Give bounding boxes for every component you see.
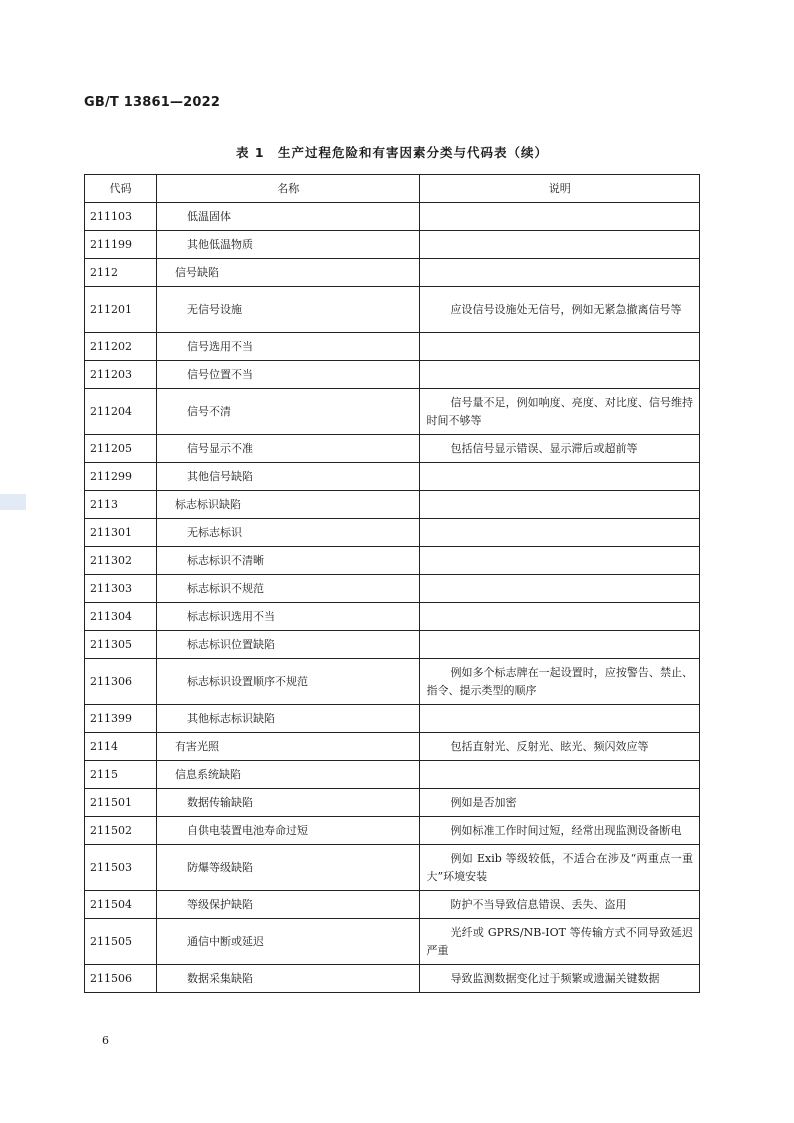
cell-description [420, 705, 700, 733]
cell-description [420, 361, 700, 389]
table-body [85, 203, 700, 993]
cell-description [420, 519, 700, 547]
hazard-code-table [84, 174, 700, 993]
cell-description [420, 761, 700, 789]
cell-name: 其他信号缺陷 [156, 463, 420, 491]
column-header-description: 说明 [420, 175, 700, 203]
table-row [85, 733, 700, 761]
cell-description: 例如 Exib 等级较低，不适合在涉及“两重点一重大”环境安装 [420, 845, 700, 891]
cell-name: 通信中断或延迟 [156, 919, 420, 965]
column-header-name: 名称 [156, 175, 420, 203]
table-row [85, 203, 700, 231]
cell-name: 防爆等级缺陷 [156, 845, 420, 891]
cell-description [420, 491, 700, 519]
cell-code: 211506 [85, 965, 157, 993]
table-row [85, 259, 700, 287]
table-row [85, 891, 700, 919]
cell-description [420, 575, 700, 603]
standard-code: GB/T 13861—2022 [84, 95, 221, 110]
page-number: 6 [102, 1034, 109, 1047]
cell-description [420, 603, 700, 631]
cell-name: 数据传输缺陷 [156, 789, 420, 817]
table-row [85, 491, 700, 519]
table-title: 表 1 生产过程危险和有害因素分类与代码表（续） [235, 145, 549, 160]
cell-name: 标志标识选用不当 [156, 603, 420, 631]
cell-code: 211303 [85, 575, 157, 603]
table-row [85, 287, 700, 333]
table-row [85, 333, 700, 361]
cell-code: 2115 [85, 761, 157, 789]
cell-code: 211301 [85, 519, 157, 547]
table-row [85, 231, 700, 259]
cell-description [420, 631, 700, 659]
cell-code: 211399 [85, 705, 157, 733]
cell-description: 光纤或 GPRS/NB-IOT 等传输方式不同导致延迟严重 [420, 919, 700, 965]
cell-name: 信号位置不当 [156, 361, 420, 389]
cell-name: 标志标识缺陷 [156, 491, 420, 519]
cell-code: 211306 [85, 659, 157, 705]
cell-code: 211202 [85, 333, 157, 361]
cell-code: 211201 [85, 287, 157, 333]
cell-name: 信号不清 [156, 389, 420, 435]
cell-code: 211103 [85, 203, 157, 231]
cell-description: 信号量不足，例如响度、亮度、对比度、信号维持时间不够等 [420, 389, 700, 435]
cell-name: 标志标识设置顺序不规范 [156, 659, 420, 705]
cell-description: 例如多个标志牌在一起设置时，应按警告、禁止、指令、提示类型的顺序 [420, 659, 700, 705]
side-margin-tab [0, 494, 26, 510]
table-row [85, 631, 700, 659]
table-row [85, 361, 700, 389]
cell-description: 例如是否加密 [420, 789, 700, 817]
cell-name: 其他低温物质 [156, 231, 420, 259]
cell-description: 导致监测数据变化过于频繁或遗漏关键数据 [420, 965, 700, 993]
cell-code: 211501 [85, 789, 157, 817]
cell-code: 211304 [85, 603, 157, 631]
cell-code: 2113 [85, 491, 157, 519]
cell-description: 包括直射光、反射光、眩光、频闪效应等 [420, 733, 700, 761]
cell-code: 211203 [85, 361, 157, 389]
table-row [85, 435, 700, 463]
cell-description [420, 333, 700, 361]
cell-code: 211504 [85, 891, 157, 919]
table-row [85, 919, 700, 965]
cell-name: 自供电装置电池寿命过短 [156, 817, 420, 845]
cell-name: 无标志标识 [156, 519, 420, 547]
table-row [85, 519, 700, 547]
cell-code: 211302 [85, 547, 157, 575]
cell-code: 211502 [85, 817, 157, 845]
table-row [85, 603, 700, 631]
cell-description [420, 203, 700, 231]
cell-description [420, 231, 700, 259]
cell-name: 信号缺陷 [156, 259, 420, 287]
table-row [85, 705, 700, 733]
cell-code: 2112 [85, 259, 157, 287]
table-row [85, 817, 700, 845]
table-row [85, 659, 700, 705]
cell-name: 低温固体 [156, 203, 420, 231]
cell-name: 无信号设施 [156, 287, 420, 333]
cell-description: 例如标准工作时间过短，经常出现监测设备断电 [420, 817, 700, 845]
cell-name: 等级保护缺陷 [156, 891, 420, 919]
cell-description [420, 259, 700, 287]
cell-code: 2114 [85, 733, 157, 761]
table-row [85, 845, 700, 891]
cell-name: 标志标识位置缺陷 [156, 631, 420, 659]
cell-code: 211205 [85, 435, 157, 463]
table-row [85, 965, 700, 993]
cell-name: 有害光照 [156, 733, 420, 761]
cell-name: 信号选用不当 [156, 333, 420, 361]
cell-name: 信息系统缺陷 [156, 761, 420, 789]
table-row [85, 789, 700, 817]
cell-description: 包括信号显示错误、显示滞后或超前等 [420, 435, 700, 463]
cell-name: 其他标志标识缺陷 [156, 705, 420, 733]
table-row [85, 761, 700, 789]
cell-name: 标志标识不清晰 [156, 547, 420, 575]
cell-code: 211305 [85, 631, 157, 659]
cell-code: 211199 [85, 231, 157, 259]
cell-name: 标志标识不规范 [156, 575, 420, 603]
column-header-code: 代码 [85, 175, 157, 203]
cell-name: 信号显示不准 [156, 435, 420, 463]
cell-description [420, 547, 700, 575]
table-row [85, 389, 700, 435]
cell-code: 211299 [85, 463, 157, 491]
cell-name: 数据采集缺陷 [156, 965, 420, 993]
cell-description: 防护不当导致信息错误、丢失、盗用 [420, 891, 700, 919]
table-row [85, 547, 700, 575]
cell-code: 211503 [85, 845, 157, 891]
cell-description [420, 463, 700, 491]
cell-code: 211204 [85, 389, 157, 435]
cell-code: 211505 [85, 919, 157, 965]
table-row [85, 575, 700, 603]
cell-description: 应设信号设施处无信号，例如无紧急撤离信号等 [420, 287, 700, 333]
table-header-row [85, 175, 700, 203]
table-row [85, 463, 700, 491]
